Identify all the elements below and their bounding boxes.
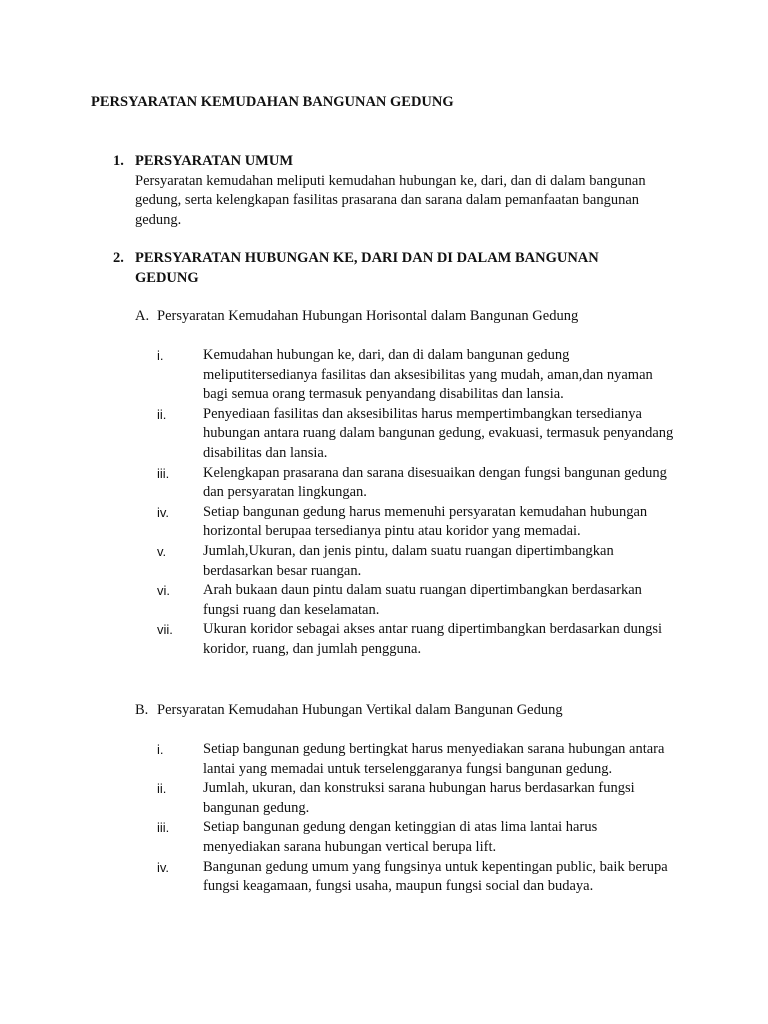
section-number: 1. (113, 153, 124, 169)
vertical-requirements-list (157, 740, 677, 897)
list-item-text: Setiap bangunan gedung harus memenuhi persyaratan kemudahan hubungan horizontal berupaa tersedianya pintu atau koridor yang memadai. (203, 503, 648, 540)
list-item-number: ii. (157, 781, 167, 797)
list-item-number: iv. (157, 504, 170, 520)
list-item-text: Kelengkapan prasarana dan sarana disesuaikan dengan fungsi bangunan gedung dan persyaratan lingkungan. (203, 464, 667, 501)
subsection-heading: Persyaratan Kemudahan Hubungan Vertikal dalam Bangunan Gedung (157, 702, 563, 718)
list-item (157, 581, 677, 620)
list-item-text: Arah bukaan daun pintu dalam suatu ruangan dipertimbangkan berdasarkan fungsi ruang dan keselamatan. (203, 582, 642, 618)
list-item-number: v. (157, 543, 167, 559)
list-item (157, 542, 677, 581)
subsection-heading: Persyaratan Kemudahan Hubungan Horisontal dalam Bangunan Gedung (157, 308, 579, 324)
list-item-text: Penyediaan fasilitas dan aksesibilitas harus mempertimbangkan tersedianya hubungan antara ruang dalam bangunan gedung, evakuasi, termasuk penyandang disabilitas dan lansia. (203, 405, 674, 461)
section-general (113, 152, 673, 230)
list-item (157, 620, 677, 659)
list-item-number: iii. (157, 465, 170, 481)
list-item-text: Kemudahan hubungan ke, dari, dan di dalam bangunan gedung meliputitersedianya fasilitas dan aksesibilitas yang mudah, aman,dan nyaman bagi semua orang termasuk penyandang disabilitas dan lansia. (203, 347, 653, 403)
list-item-number: vii. (157, 622, 173, 638)
subsection-vertical (135, 701, 675, 721)
list-item-number: vi. (157, 583, 170, 599)
list-item (157, 405, 677, 464)
list-item (157, 346, 677, 405)
list-item (157, 818, 677, 857)
list-item-text: Setiap bangunan gedung bertingkat harus menyediakan sarana hubungan antara lantai yang memadai untuk terselenggaranya fungsi bangunan gedung. (203, 741, 665, 777)
list-item-text: Ukuran koridor sebagai akses antar ruang dipertimbangkan berdasarkan dungsi koridor, ruang, dan jumlah pengguna. (203, 621, 663, 657)
section-heading: PERSYARATAN UMUM (135, 153, 294, 169)
list-item-text: Jumlah,Ukuran, dan jenis pintu, dalam suatu ruangan dipertimbangkan berdasarkan besar ruangan. (203, 542, 614, 579)
section-number: 2. (113, 250, 124, 266)
section-body: Persyaratan kemudahan meliputi kemudahan hubungan ke, dari, dan di dalam bangunan gedung, serta kelengkapan fasilitas prasarana dan sarana dalam pemanfaatan bangunan gedung. (135, 172, 646, 228)
list-item-number: iv. (157, 859, 170, 875)
section-heading: PERSYARATAN HUBUNGAN KE, DARI DAN DI DALAM BANGUNAN GEDUNG (135, 250, 599, 286)
list-item-number: i. (157, 348, 164, 363)
list-item-text: Bangunan gedung umum yang fungsinya untuk kepentingan public, baik berupa fungsi keagamaan, fungsi usaha, maupun fungsi social dan budaya. (203, 858, 668, 895)
list-item (157, 503, 677, 542)
list-item-number: ii. (157, 406, 167, 422)
list-item (157, 858, 677, 897)
list-item-text: Jumlah, ukuran, dan konstruksi sarana hubungan harus berdasarkan fungsi bangunan gedung. (203, 780, 635, 816)
list-item-text: Setiap bangunan gedung dengan ketinggian di atas lima lantai harus menyediakan sarana hubungan vertical berupa lift. (203, 819, 598, 855)
list-item-number: iii. (157, 820, 170, 836)
subsection-letter: A. (135, 308, 150, 324)
list-item (157, 779, 677, 818)
document-title: PERSYARATAN KEMUDAHAN BANGUNAN GEDUNG (91, 94, 454, 110)
horizontal-requirements-list (157, 346, 677, 660)
section-connections (113, 249, 673, 288)
list-item-number: i. (157, 742, 164, 757)
list-item (157, 464, 677, 503)
subsection-horizontal (135, 307, 675, 327)
list-item (157, 740, 677, 779)
subsection-letter: B. (135, 702, 149, 718)
